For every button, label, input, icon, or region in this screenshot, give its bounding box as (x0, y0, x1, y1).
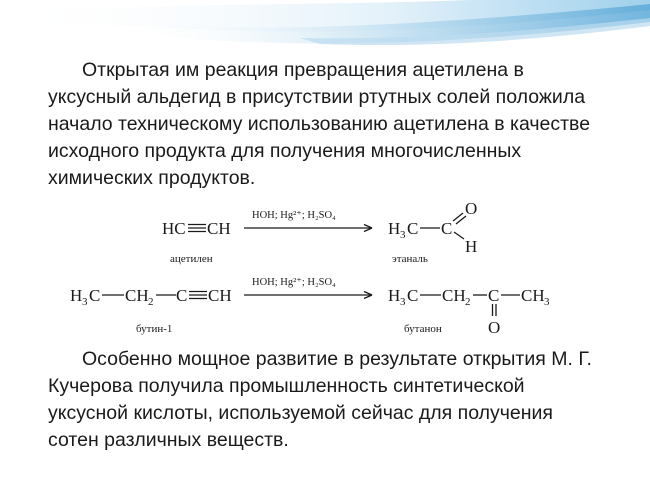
paragraph-intro-text: Открытая им реакция превращения ацетилена в уксусный альдегид в присутствии ртутных солей положила начало техническому использованию ацетилена в качестве исходного продукта для получения многочисленных химических продуктов. (48, 59, 591, 189)
triple-bond-2 (189, 292, 207, 299)
reactant-2-sub2: 2 (148, 296, 154, 308)
product-1-c: C (407, 219, 419, 238)
triple-bond-1 (188, 225, 206, 232)
product-1-h-aldehyde: H (465, 237, 478, 256)
reaction-2 (70, 277, 550, 337)
reactant-2-ch2: CH (125, 286, 149, 305)
product-1-sub3: 3 (400, 229, 406, 241)
product-2-c: C (407, 286, 419, 305)
condition-1: HOH; Hg²⁺; H₂SO₄ (252, 210, 336, 221)
product-2-carbonyl-c: C (488, 286, 500, 305)
reaction-1 (162, 199, 477, 265)
product-2-ch2: CH (442, 286, 466, 305)
condition-2: HOH; Hg²⁺; H₂SO₄ (252, 277, 336, 288)
header-swoosh-decoration (0, 0, 650, 60)
paragraph-intro (48, 57, 608, 192)
reactant-2-name: бутин-1 (136, 323, 173, 335)
reaction-scheme (0, 196, 650, 346)
product-1-carbonyl-c: C (441, 219, 453, 238)
product-2-name: бутанон (404, 323, 442, 335)
product-2-sub3: 3 (400, 296, 406, 308)
product-1-o: O (465, 199, 478, 218)
product-2-ch3: CH (521, 286, 545, 305)
reactant-2-sub3: 3 (82, 296, 88, 308)
paragraph-kucherov-text: Особенно мощное развитие в результате открытия М. Г. Кучерова получила промышленность синтетической уксусной кислоты, используемой сейчас для получения сотен различных веществ. (48, 348, 592, 451)
reaction-arrow-2 (244, 292, 372, 299)
reactant-2-c-triple: C (176, 286, 188, 305)
product-2-o: O (488, 318, 501, 337)
reactant-2-ch: CH (208, 286, 232, 305)
product-2-sub2: 2 (465, 296, 471, 308)
reactant-1-name: ацетилен (170, 253, 213, 265)
product-1-h: H (388, 219, 401, 238)
carbonyl-double-bond (493, 304, 497, 316)
product-1-name: этаналь (392, 253, 428, 265)
product-2-h: H (388, 286, 401, 305)
reactant-1-hc: HC (162, 219, 186, 238)
reactant-2-h: H (70, 286, 83, 305)
paragraph-kucherov (48, 346, 608, 454)
reaction-arrow-1 (244, 225, 372, 232)
reactant-1-ch: CH (207, 219, 231, 238)
product-2-sub3-end: 3 (544, 296, 550, 308)
reactant-2-c: C (89, 286, 101, 305)
